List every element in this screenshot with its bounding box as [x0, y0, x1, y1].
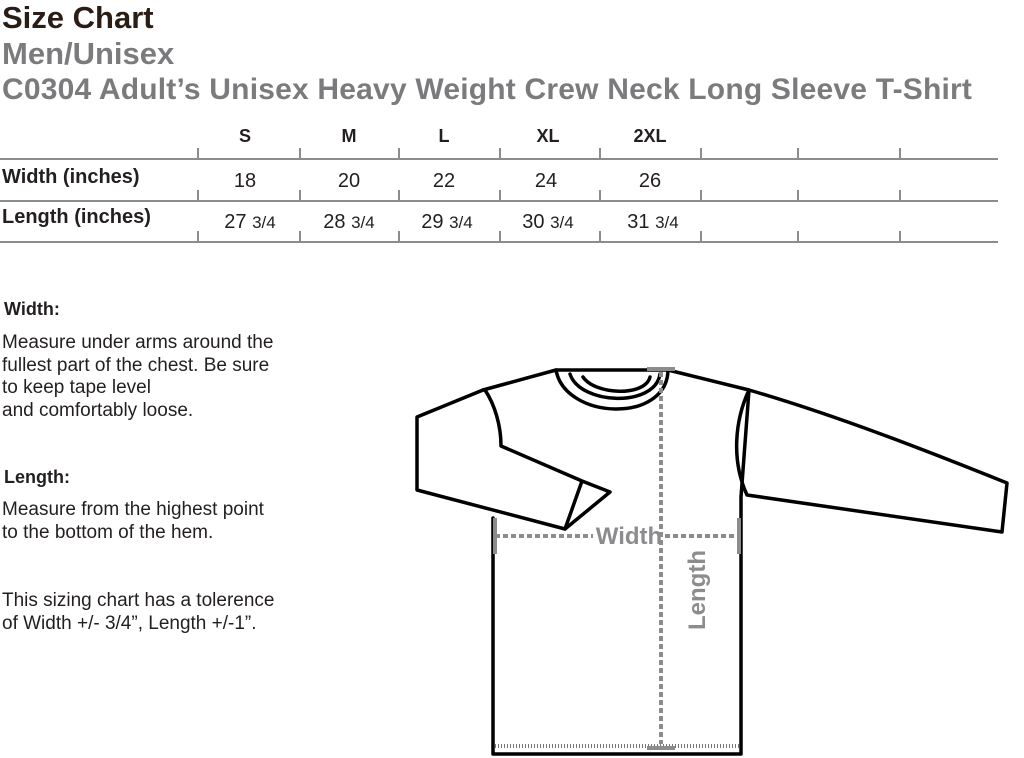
size-header-s: S [238, 126, 251, 146]
length-value-m: 28 3/4 [323, 211, 375, 233]
table-divider [0, 158, 998, 160]
length-heading: Length: [4, 467, 70, 487]
length-value-l: 29 3/4 [421, 211, 473, 233]
column-tick [599, 190, 601, 200]
tolerance-note: This sizing chart has a tolerence of Width +/- 3/4”, Length +/-1”. [2, 590, 275, 634]
length-value-xl: 30 3/4 [522, 211, 574, 233]
width-value-l: 22 [432, 170, 456, 192]
column-tick [899, 190, 901, 200]
table-divider [0, 200, 998, 202]
column-tick [797, 231, 799, 241]
column-tick [797, 190, 799, 200]
table-divider [0, 241, 998, 243]
length-label: Length [684, 550, 711, 630]
column-tick [197, 231, 199, 241]
size-header-xl: XL [536, 126, 560, 146]
width-value-xl: 24 [534, 170, 558, 192]
width-description: Measure under arms around the fullest part of the chest. Be sure to keep tape level and comfortably loose. [2, 332, 274, 421]
width-value-m: 20 [337, 170, 361, 192]
length-value-s: 27 3/4 [224, 211, 276, 233]
page-title: Size Chart [2, 0, 154, 35]
width-value-s: 18 [233, 170, 257, 192]
column-tick [499, 148, 501, 158]
column-tick [700, 148, 702, 158]
shirt-outline [417, 370, 1007, 754]
column-tick [499, 231, 501, 241]
column-tick [700, 190, 702, 200]
length-measure [647, 369, 711, 748]
length-description: Measure from the highest point to the bottom of the hem. [2, 499, 264, 543]
row-label-length: Length (inches) [2, 206, 151, 228]
size-header-l: L [438, 126, 450, 146]
shirt-diagram [405, 360, 1017, 758]
row-label-width: Width (inches) [2, 166, 140, 188]
length-value-2xl: 31 3/4 [627, 211, 679, 233]
column-tick [899, 231, 901, 241]
column-tick [700, 231, 702, 241]
column-tick [797, 148, 799, 158]
column-tick [899, 148, 901, 158]
size-header-2xl: 2XL [633, 126, 667, 146]
width-heading: Width: [4, 299, 60, 319]
column-tick [299, 231, 301, 241]
width-value-2xl: 26 [638, 170, 662, 192]
size-header-m: M [341, 126, 357, 146]
column-tick [398, 148, 400, 158]
column-tick [299, 148, 301, 158]
width-label: Width [595, 523, 663, 550]
column-tick [197, 148, 199, 158]
product-name: C0304 Adult’s Unisex Heavy Weight Crew Neck Long Sleeve T-Shirt [2, 73, 973, 106]
column-tick [197, 190, 199, 200]
column-tick [299, 190, 301, 200]
column-tick [599, 148, 601, 158]
column-tick [398, 231, 400, 241]
column-tick [599, 231, 601, 241]
page-subtitle: Men/Unisex [2, 36, 175, 71]
